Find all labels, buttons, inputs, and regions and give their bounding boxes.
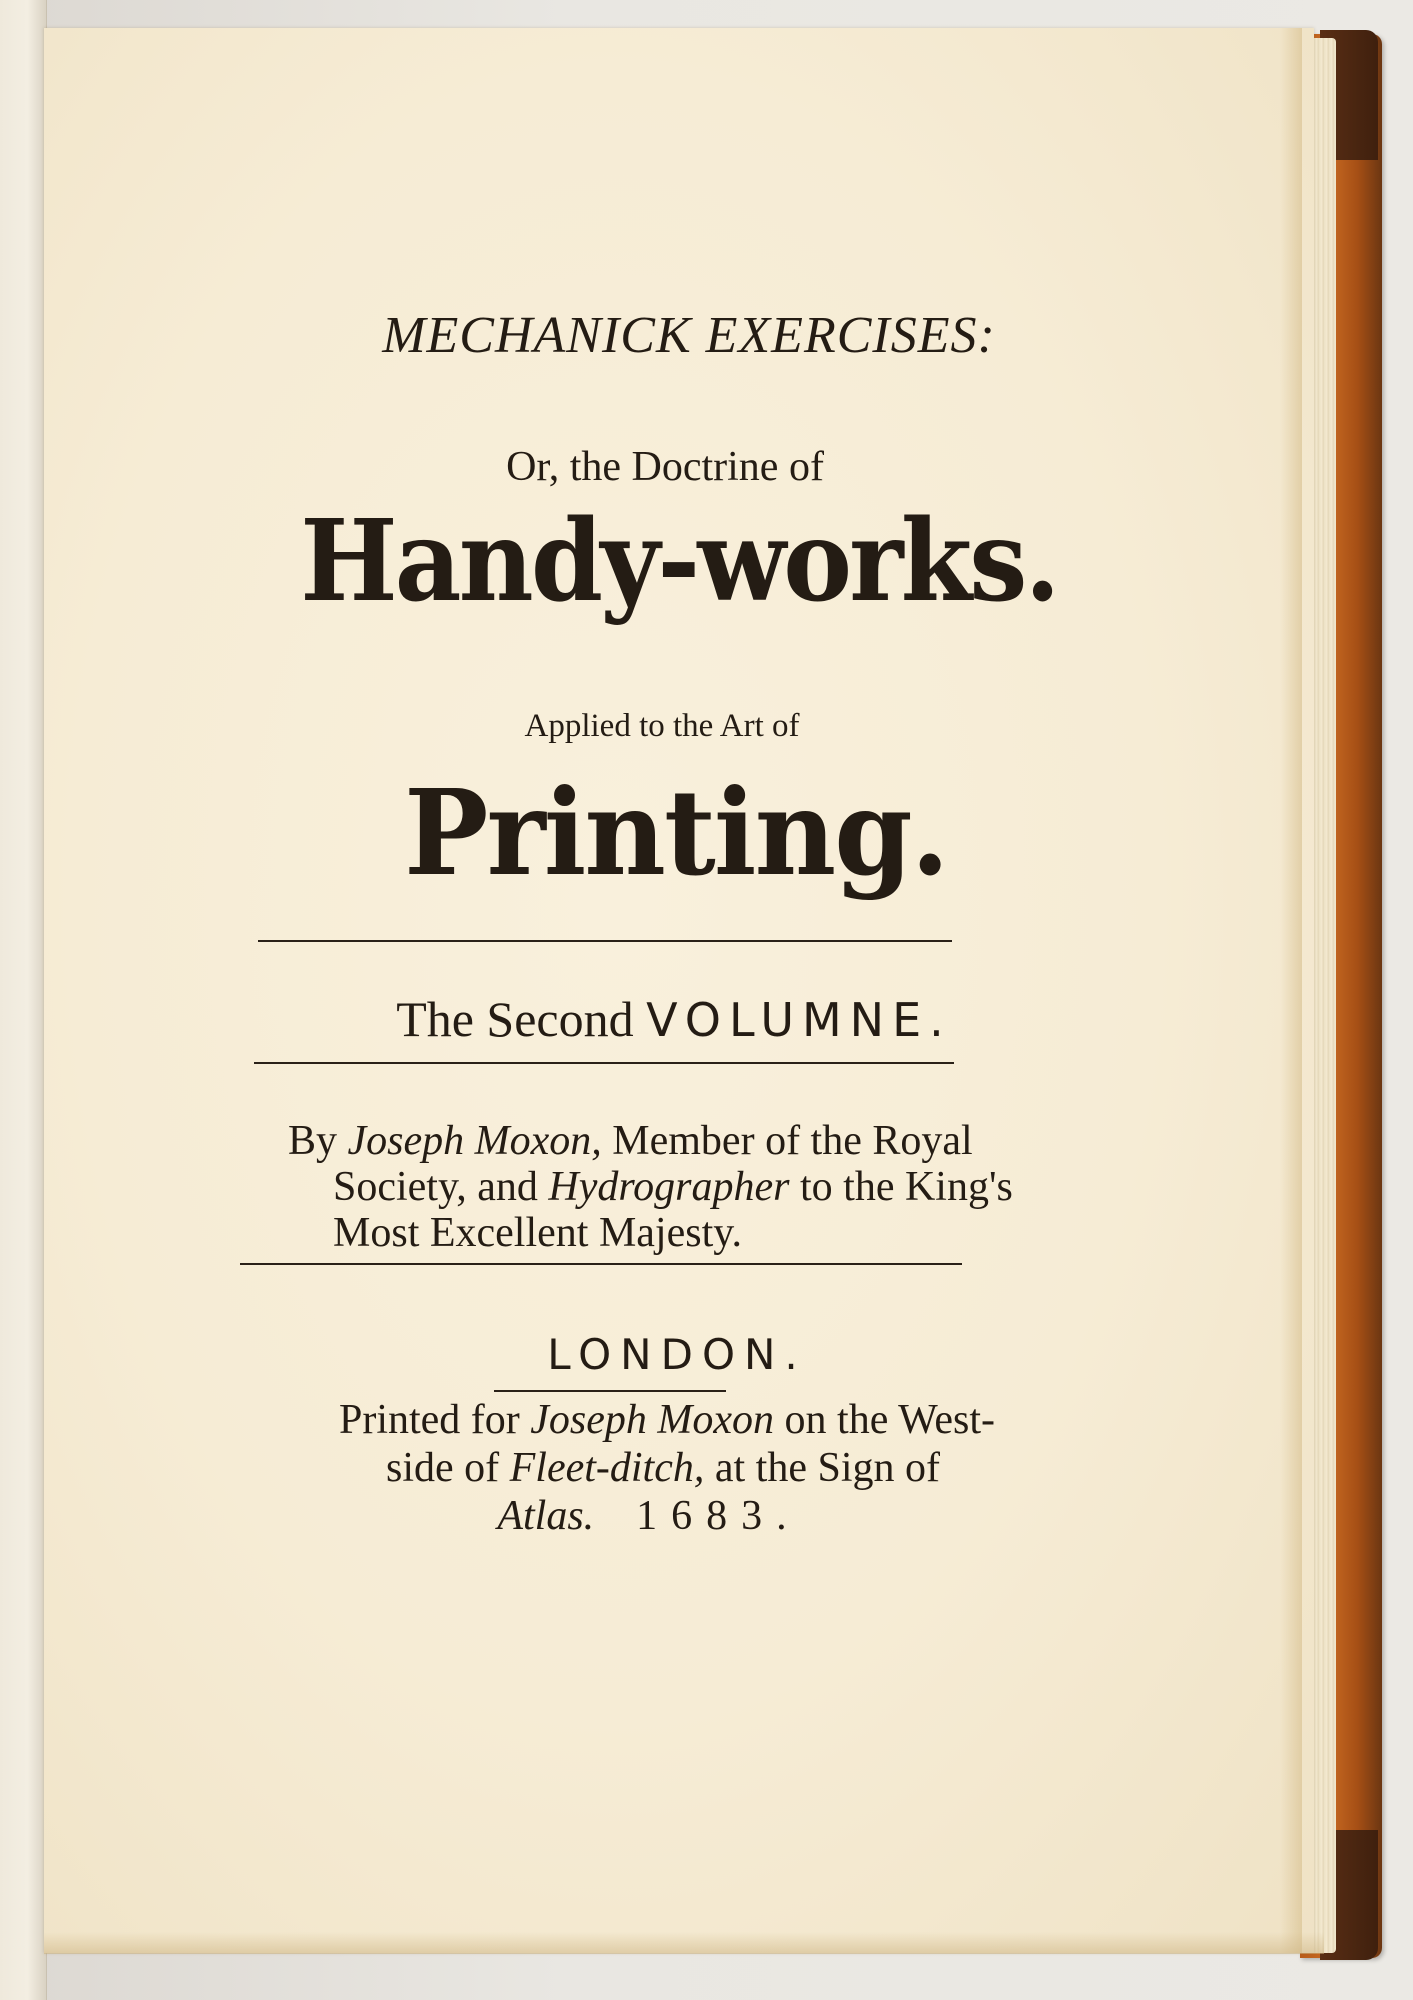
page-fore-edge-shade xyxy=(1280,28,1302,1953)
blackletter-title: Handy-works. xyxy=(300,496,1058,627)
volume-prefix: The Second xyxy=(396,991,634,1047)
rule-middle xyxy=(254,1062,954,1064)
imprint-printer: Joseph Moxon xyxy=(530,1397,775,1443)
imprint-line-2-rest: at the Sign of xyxy=(714,1445,941,1491)
author-role: Hydrographer xyxy=(548,1164,790,1210)
title-page xyxy=(44,28,1314,1953)
place-underline xyxy=(494,1390,726,1392)
volume-line xyxy=(39,990,1309,1048)
author-line-3: Most Excellent Majesty. xyxy=(333,1210,743,1256)
rule-bottom xyxy=(240,1263,962,1265)
imprint-line-2-start: side of xyxy=(385,1445,500,1491)
author-line-1-rest: Member of the Royal xyxy=(612,1118,973,1164)
imprint-line-2 xyxy=(28,1444,1298,1492)
imprint-sign: Atlas. xyxy=(497,1493,595,1539)
page-bottom-edge-shade xyxy=(44,1932,1324,1954)
author-by: By xyxy=(288,1118,338,1164)
author-line-1 xyxy=(288,1118,1028,1164)
imprint-printed-for: Printed for xyxy=(338,1397,520,1443)
imprint xyxy=(44,1396,1314,1540)
author-statement xyxy=(288,1118,1028,1256)
author-line-2 xyxy=(288,1164,1028,1210)
applied-line: Applied to the Art of xyxy=(524,708,800,744)
author-name: Joseph Moxon, xyxy=(347,1118,602,1164)
imprint-street: Fleet-ditch, xyxy=(509,1445,705,1491)
subtitle: Or, the Doctrine of xyxy=(506,444,824,490)
place-of-publication: LONDON. xyxy=(547,1330,807,1379)
volume-word: VOLUMNE. xyxy=(646,993,952,1047)
imprint-line-3 xyxy=(14,1492,1284,1540)
blackletter-subject: Printing. xyxy=(404,763,948,902)
imprint-line-1-rest: on the West- xyxy=(784,1397,996,1443)
rule-top xyxy=(258,940,952,942)
main-title: MECHANICK EXERCISES: xyxy=(382,307,996,364)
imprint-line-1 xyxy=(32,1396,1302,1444)
author-line-2-rest: to the King's xyxy=(800,1164,1013,1210)
imprint-year: 1683. xyxy=(636,1493,801,1539)
author-line-2-start: Society, and xyxy=(333,1164,538,1210)
